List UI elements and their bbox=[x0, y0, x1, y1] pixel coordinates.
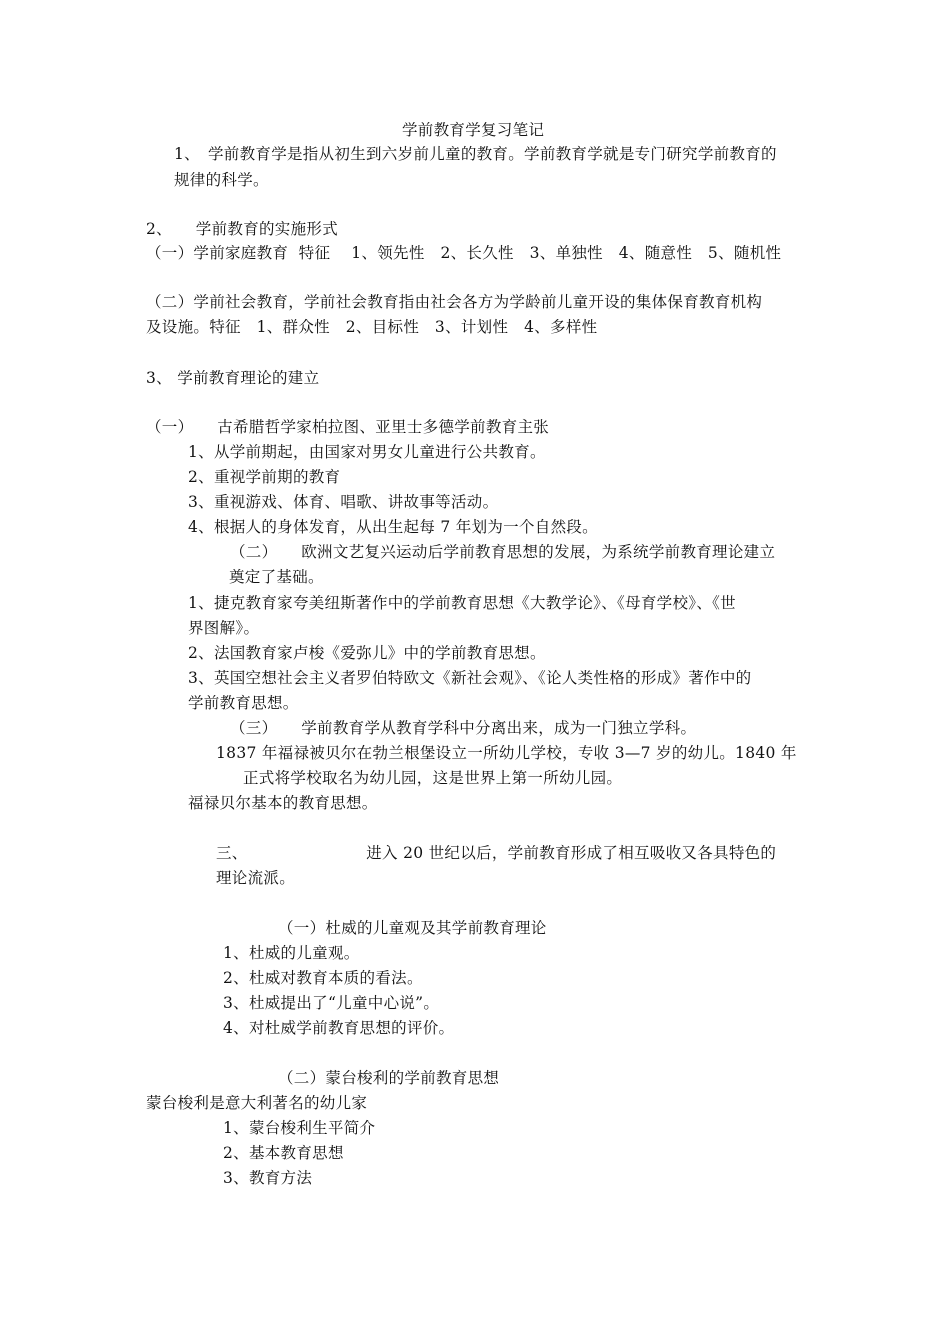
list-item: 3、杜威提出了“儿童中心说”。 bbox=[223, 994, 440, 1012]
list-item: 学前教育思想。 bbox=[188, 694, 299, 712]
list-item: 1、杜威的儿童观。 bbox=[223, 944, 360, 962]
list-item: 2、基本教育思想 bbox=[223, 1144, 344, 1162]
text-line: 及设施。特征 1、群众性 2、目标性 3、计划性 4、多样性 bbox=[146, 318, 598, 336]
section-heading: 2、 学前教育的实施形式 bbox=[146, 220, 339, 238]
list-item: 4、对杜威学前教育思想的评价。 bbox=[223, 1019, 455, 1037]
text-line: （二）学前社会教育，学前社会教育指由社会各方为学龄前儿童开设的集体保育教育机构 bbox=[146, 293, 763, 311]
text-line: 规律的科学。 bbox=[174, 171, 269, 189]
list-item: 3、重视游戏、体育、唱歌、讲故事等活动。 bbox=[188, 493, 499, 511]
list-item: 界图解》。 bbox=[188, 619, 260, 637]
list-item: 1、蒙台梭利生平简介 bbox=[223, 1119, 376, 1137]
list-item: 2、法国教育家卢梭《爱弥儿》中的学前教育思想。 bbox=[188, 644, 546, 662]
text-line: （一）学前家庭教育 特征 1、领先性 2、长久性 3、单独性 4、随意性 5、随机性 bbox=[146, 244, 782, 262]
list-item: 1、从学前期起，由国家对男女儿童进行公共教育。 bbox=[188, 443, 546, 461]
list-item: 1、捷克教育家夸美纽斯著作中的学前教育思想《大教学论》、《母育学校》、《世 bbox=[188, 594, 736, 612]
subsection-heading: （二）蒙台梭利的学前教育思想 bbox=[278, 1069, 500, 1087]
subsection-heading: （一） 古希腊哲学家柏拉图、亚里士多德学前教育主张 bbox=[146, 418, 550, 436]
list-item: 3、英国空想社会主义者罗伯特欧文《新社会观》、《论人类性格的形成》著作中的 bbox=[188, 669, 752, 687]
text-line: 蒙台梭利是意大利著名的幼儿家 bbox=[146, 1094, 368, 1112]
section-heading: 3、 学前教育理论的建立 bbox=[146, 369, 320, 387]
text-line: 福禄贝尔基本的教育思想。 bbox=[188, 794, 378, 812]
subsection-heading: （一）杜威的儿童观及其学前教育理论 bbox=[278, 919, 547, 937]
list-item: 4、根据人的身体发育，从出生起每 7 年划为一个自然段。 bbox=[188, 518, 598, 536]
list-item: 2、重视学前期的教育 bbox=[188, 468, 341, 486]
doc-title: 学前教育学复习笔记 bbox=[402, 121, 545, 139]
text-line: 1837 年福禄被贝尔在勃兰根堡设立一所幼儿学校，专收 3—7 岁的幼儿。1840 年 bbox=[216, 744, 797, 762]
subsection-heading: （三） 学前教育学从教育学科中分离出来，成为一门独立学科。 bbox=[230, 719, 697, 737]
subsection-heading: （二） 欧洲文艺复兴运动后学前教育思想的发展，为系统学前教育理论建立 bbox=[230, 543, 776, 561]
list-item: 3、教育方法 bbox=[223, 1169, 313, 1187]
section-heading: 三、 进入 20 世纪以后，学前教育形成了相互吸收又各具特色的 bbox=[216, 844, 777, 862]
text-line: 奠定了基础。 bbox=[229, 568, 324, 586]
text-line: 正式将学校取名为幼儿园，这是世界上第一所幼儿园。 bbox=[243, 769, 623, 787]
list-item: 2、杜威对教育本质的看法。 bbox=[223, 969, 423, 987]
text-line: 理论流派。 bbox=[216, 869, 296, 887]
text-line: 1、 学前教育学是指从初生到六岁前儿童的教育。学前教育学就是专门研究学前教育的 bbox=[174, 145, 777, 163]
